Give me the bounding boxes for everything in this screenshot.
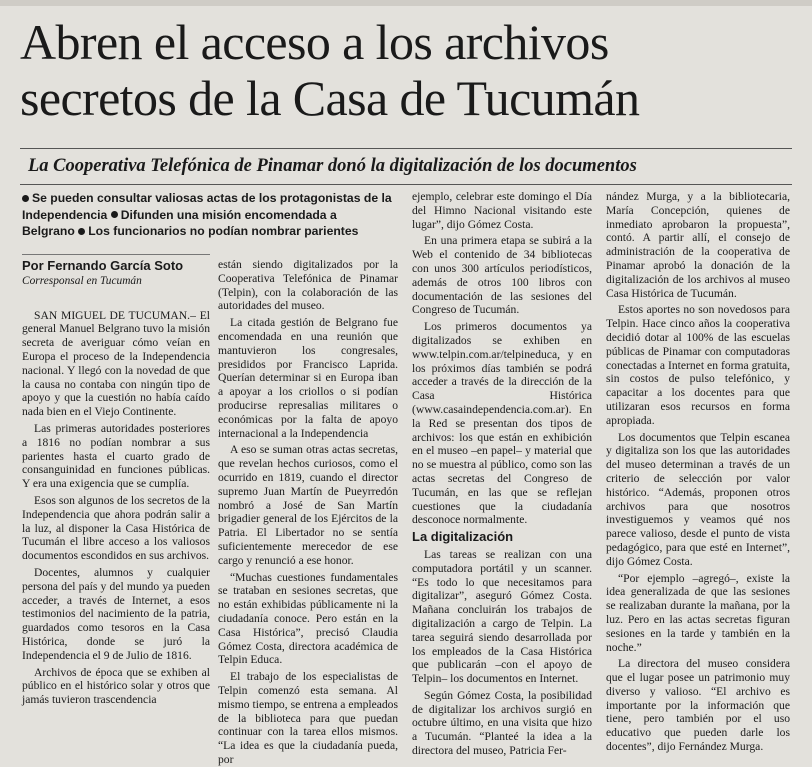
headline-line-1: Abren el acceso a los archivos [20, 14, 609, 70]
paragraph: Los documentos que Telpin escanea y digitaliza son los que las autoridades del museo determinan a través de un criterio de selección por valor histórico. “Además, proponen otros archivos para que nosotros investiguemos y veamos qué nos parece valioso, desde el punto de vista pedagógico, para que esté en Internet”, dijo Gómez Costa. [606, 430, 790, 568]
byline-rule [22, 254, 210, 255]
paragraph: Según Gómez Costa, la posibilidad de digitalizar los archivos surgió en octubre último, en una visita que hizo a Tucumán. “Planteé la idea a la directora del museo, Patricia Fer- [412, 688, 592, 758]
paragraph: La directora del museo considera que el lugar posee un patrimonio muy diverso y valioso. “El archivo es importante por la información que tiene, pero también por el uso educativo que pueden darle los docentes”, dijo Fernández Murga. [606, 657, 790, 754]
highlight-3: Los funcionarios no podían nombrar parientes [88, 224, 359, 239]
headline-line-2: secretos de la Casa de Tucumán [20, 70, 640, 126]
paragraph: Los primeros documentos ya digitalizados se exhiben en www.telpin.com.ar/telpineduca, y en los próximos días también se podrá acceder a través de la dirección de la Casa Histórica (www.casaindependencia.com.ar). En la Red se presentan dos tipos de archivos: los que están en exhibición en el museo –en papel– y material que no se muestra al público, como son las actas secretas del Congreso de Tucumán, en las que se reflejan cuestiones que la ciudadanía desconoce normalmente. [412, 320, 592, 527]
column-2 [218, 258, 398, 766]
rule-top [20, 148, 792, 149]
bullet-icon [22, 195, 29, 202]
highlight-1: Se pueden consultar valiosas actas de los protagonistas de la Independencia [22, 191, 392, 222]
bullet-icon [111, 211, 118, 218]
paragraph: Las tareas se realizan con una computadora portátil y un scanner. “Es todo lo que necesitamos para digitalizar”, aseguró Gómez Costa. Mañana concluirán los trabajos de digitalización a cargo de Telpin. La tarea seguirá siendo desarrollada por los empleados de la Casa Histórica que publicarán –con el apoyo de Telpin– los documentos en Internet. [412, 547, 592, 686]
bullet-icon [78, 228, 85, 235]
rule-bottom [20, 184, 792, 185]
paragraph: A eso se suman otras actas secretas, que revelan hechos curiosos, como el ocurrido en 1819, cuando el director supremo Juan Martín de Pueyrredón nombró a José de San Martín brigadier general de los Ejércitos de la Patria. El Libertador no se sentía suficientemente merecedor de ese cargo y renunció a ese honor. [218, 443, 398, 567]
highlights [22, 190, 392, 240]
column-4 [606, 190, 790, 754]
headline [20, 14, 795, 126]
paragraph: El trabajo de los especialistas de Telpin comenzó esta semana. Al mismo tiempo, se entrena a empleados de la biblioteca para que puedan continuar con la tarea ellos mismos. “La idea es que la ciudadanía pueda, por [218, 670, 398, 766]
paragraph: Docentes, alumnos y cualquier persona del país y del mundo ya pueden acceder, a través de Internet, a esos testimonios del nacimiento de la patria, guardados como tesoros en la Casa Histórica, donde se juró la Independencia el 9 de Julio de 1816. [22, 565, 210, 662]
byline: Por Fernando García Soto [22, 258, 184, 273]
subtitle: La Cooperativa Telefónica de Pinamar donó la digitalización de los documentos [28, 156, 637, 176]
column-1 [22, 254, 210, 724]
paragraph: están siendo digitalizados por la Cooperativa Telefónica de Pinamar (Telpin), con la colaboración de las autoridades del museo. [218, 258, 398, 313]
paragraph: Archivos de época que se exhiben al público en el histórico solar y otros que jamás tuvieron trascendencia [22, 665, 210, 707]
paragraph: “Muchas cuestiones fundamentales se trataban en sesiones secretas, que no están exhibidas públicamente ni la ciudadanía conoce. Pero están en la Casa Histórica”, precisó Claudia Gómez Costa, directora académica de Telpin Educa. [218, 570, 398, 667]
paragraph: ejemplo, celebrar este domingo el Día del Himno Nacional visitando este lugar”, dijo Gómez Costa. [412, 190, 592, 231]
highlight-2: Difunden una misión encomendada a Belgrano [22, 207, 337, 239]
paragraph: Esos son algunos de los secretos de la Independencia que ahora podrán salir a la luz, al disponer la Casa Histórica de Tucumán el libre acceso a los valiosos documentos escondidos en sus archivos. [22, 493, 210, 563]
paragraph: En una primera etapa se subirá a la Web el contenido de 34 bibliotecas con unos 300 artículos periodísticos, además de otros 100 libros con documentación de las sesiones del Congreso de Tucumán. [412, 234, 592, 317]
column-3 [412, 190, 592, 758]
paragraph: SAN MIGUEL DE TUCUMAN.– El general Manuel Belgrano tuvo la misión secreta de averiguar cómo veían en Europa el proceso de la Independencia nacional. Y llegó con la novedad de que la causa no contaba con ningún tipo de apoyo y que la cuestión no había caído nada bien en el Viejo Continente. [22, 308, 210, 419]
paragraph: Estos aportes no son novedosos para Telpin. Hace cinco años la cooperativa decidió dotar al 100% de las escuelas públicas de Pinamar con computadoras conectadas a Internet en forma gratuita, sin costos de pulso telefónico, y capacitar a los docentes para que utilizaran esos recursos en forma apropiada. [606, 303, 790, 427]
paragraph: nández Murga, y a la bibliotecaria, María Concepción, quienes de inmediato aprobaron la propuesta”, contó. A partir allí, el consejo de administración de la cooperativa de Pinamar aprobó la donación de la digitalización de los archivos al museo Casa Histórica de Tucumán. [606, 190, 790, 300]
paragraph: “Por ejemplo –agregó–, existe la idea generalizada de que las sesiones se realizaban durante la mañana, por la luz. Pero en las actas secretas figuran sesiones en la tarde y también en la noche.” [606, 571, 790, 654]
paragraph: La citada gestión de Belgrano fue encomendada en una reunión que mantuvieron los congresales, presididos por Francisco Laprida. Querían determinar si en Europa iban a apoyar a los criollos o si podían producirse represalias militares o económicas por la falta de apoyo internacional a la Independencia [218, 316, 398, 440]
byline-role: Corresponsal en Tucumán [22, 274, 142, 287]
paragraph: Las primeras autoridades posteriores a 1816 no podían nombrar a sus parientes hasta el cuarto grado de consanguinidad en funciones públicas. Y era una exigencia que se cumplía. [22, 421, 210, 491]
top-strip [0, 0, 812, 6]
section-title: La digitalización [412, 529, 514, 545]
